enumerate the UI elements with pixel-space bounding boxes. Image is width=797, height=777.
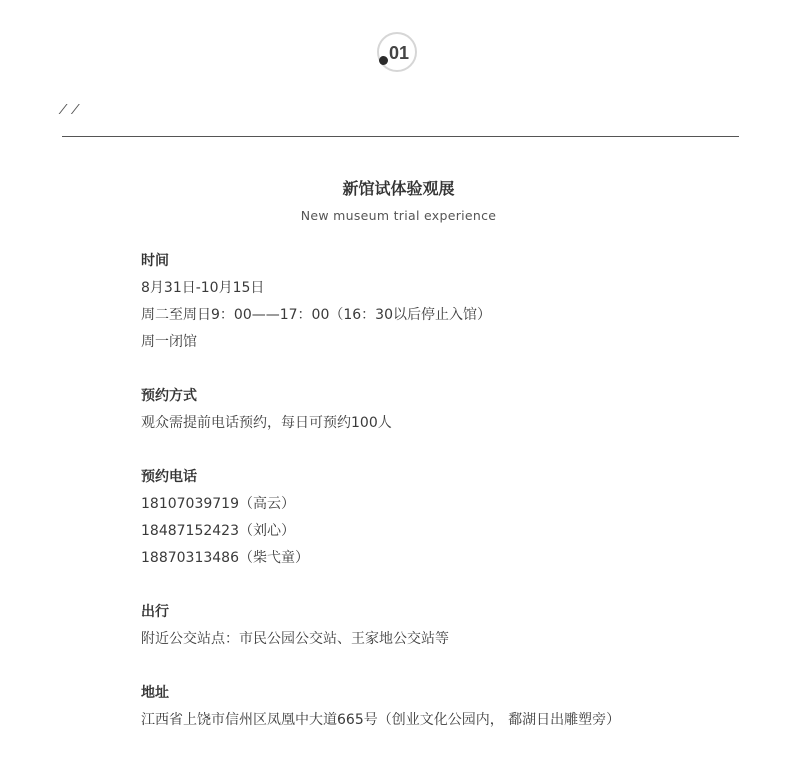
address-heading: 地址 [141,685,169,701]
section-subtitle: New museum trial experience [300,208,497,223]
booking-info: 观众需提前电话预约，每日可预约100人 [141,415,392,431]
phone-number-2: 18487152423（刘心） [141,523,295,539]
time-section [141,248,641,356]
divider-marks: ⁄ ⁄ [62,103,80,118]
time-closed: 周一闭馆 [141,334,197,350]
badge-dot [379,56,388,65]
phone-number-3: 18870313486（柴弋童） [141,550,309,566]
phone-heading: 预约电话 [141,469,197,485]
transport-heading: 出行 [141,604,169,620]
section-number-badge [377,32,417,72]
booking-section [141,383,641,437]
divider-line [62,136,739,137]
time-heading: 时间 [141,253,169,269]
address-section [141,680,641,734]
time-hours: 周二至周日9：00——17：00（16：30以后停止入馆） [141,307,491,323]
section-title: 新馆试体验观展 [342,179,455,198]
phone-section [141,464,641,572]
phone-number-1: 18107039719（高云） [141,496,295,512]
transport-section [141,599,641,653]
transport-info: 附近公交站点：市民公园公交站、王家地公交站等 [141,631,449,647]
address-info: 江西省上饶市信州区凤凰中大道665号（创业文化公园内， 鄱湖日出雕塑旁） [141,712,621,728]
info-content [141,248,641,761]
booking-heading: 预约方式 [141,388,197,404]
section-number: 01 [389,43,410,63]
time-dates: 8月31日-10月15日 [141,280,265,296]
